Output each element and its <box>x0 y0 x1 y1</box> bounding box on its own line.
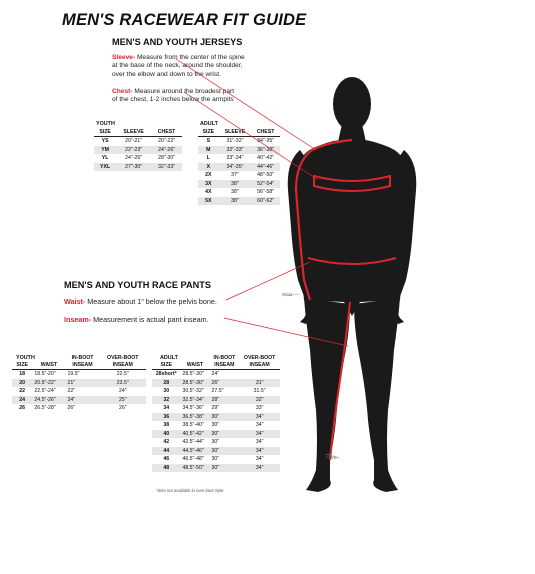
adult-pants-label: ADULT <box>160 355 178 361</box>
youth-jersey-label: YOUTH <box>96 121 115 127</box>
cell: 42 <box>163 439 170 445</box>
cell: 36"-38" <box>251 146 280 155</box>
sleeve-leader-line <box>176 59 316 150</box>
cell: 18.5"-20" <box>34 371 56 377</box>
cell: 22"-23" <box>116 146 151 155</box>
column-header: CHEST <box>251 128 280 137</box>
cell: L <box>206 155 210 161</box>
pants-heading: MEN'S AND YOUTH RACE PANTS <box>64 280 211 290</box>
cell: 34" <box>255 456 264 462</box>
cell: YXL <box>94 163 116 172</box>
cell: 26.5"-28" <box>34 405 56 411</box>
cell: S <box>206 138 211 144</box>
column-group-header: IN-BOOT <box>213 355 236 361</box>
waist-text: Measure about 1" below the pelvis bone. <box>85 297 217 306</box>
column-header: CHEST <box>151 128 182 137</box>
cell: 34" <box>239 430 280 439</box>
cell: 30" <box>210 464 240 473</box>
cell: 34" <box>239 413 280 422</box>
cell: 23.5" <box>100 379 146 388</box>
cell: YS <box>101 138 109 144</box>
cell: 38" <box>219 180 252 189</box>
cell: 21" <box>66 379 100 388</box>
cell: 24" <box>66 396 100 405</box>
cell: 48 <box>152 464 180 473</box>
cell: 26" <box>67 405 76 411</box>
cell: X <box>198 163 219 172</box>
cell: 38" <box>219 197 252 206</box>
cell: 30 <box>163 388 170 394</box>
cell: 4X <box>205 189 212 195</box>
cell: 28" <box>210 396 240 405</box>
cell: 34" <box>255 422 264 428</box>
chest-label: Chest- <box>112 88 133 95</box>
cell: 24"-26" <box>125 155 143 161</box>
cell: 30" <box>211 456 220 462</box>
sleeve-line: Measure from the center of the spine <box>135 54 245 61</box>
cell: 38.5"-40" <box>182 422 204 428</box>
cell: 22" <box>67 388 76 394</box>
cell: 30" <box>211 439 220 445</box>
cell: 19.5" <box>67 371 80 377</box>
waist-label: Waist- <box>64 297 86 306</box>
cell: 40 <box>152 430 180 439</box>
cell: 33"-34" <box>226 155 244 161</box>
sleeve-label: Sleeve- <box>112 54 136 61</box>
cell: 28short* <box>155 371 177 377</box>
inseam-text: Measurement is actual pant inseam. <box>91 315 209 324</box>
cell: 28.5"-30" <box>182 371 204 377</box>
cell: 34"-35" <box>257 138 275 144</box>
size-footnote: *Size not available in over-boot style <box>156 488 224 493</box>
cell: 30" <box>210 413 240 422</box>
cell: 32 <box>152 396 180 405</box>
cell: 44"-46" <box>251 163 280 172</box>
cell: 22 <box>19 388 26 394</box>
cell: 52"-54" <box>251 180 280 189</box>
youth-pants-label: YOUTH <box>16 355 35 361</box>
cell: M <box>198 146 219 155</box>
cell: 32.5"-34" <box>180 396 209 405</box>
chest-line: of the chest, 1-2 inches below the armpits <box>112 96 234 104</box>
cell: 30.5"-32" <box>182 388 204 394</box>
adult-jersey-label: ADULT <box>200 121 218 127</box>
cell: 34" <box>255 439 264 445</box>
inseam-label: Inseam- <box>64 315 92 324</box>
cell: 20"-22" <box>158 138 176 144</box>
page-title: MEN'S RACEWEAR FIT GUIDE <box>62 11 307 29</box>
cell: 27.5" <box>211 388 224 394</box>
cell: 28"-30" <box>158 155 176 161</box>
cell: 40.5"-42" <box>180 430 209 439</box>
column-group-header: OVER-BOOT <box>243 355 276 361</box>
cell: 48.5"-50" <box>180 464 209 473</box>
column-header: SIZE <box>198 128 219 137</box>
cell: 26" <box>210 379 240 388</box>
cell: 24 <box>12 396 32 405</box>
cell: YM <box>94 146 116 155</box>
cell: 30" <box>210 430 240 439</box>
cell: 40"-42" <box>257 155 275 161</box>
cell: 31.5" <box>253 388 266 394</box>
cell: 32" <box>239 396 280 405</box>
column-header: WAIST <box>180 361 209 370</box>
column-header: WAIST <box>32 361 65 370</box>
cell: 38" <box>231 189 239 195</box>
cell: 26 <box>19 405 26 411</box>
cell: 33" <box>255 405 264 411</box>
cell: 3X <box>198 180 219 189</box>
cell: 29" <box>211 405 220 411</box>
column-group-header: OVER-BOOT <box>107 355 139 361</box>
cell: 20 <box>12 379 32 388</box>
column-header: INSEAM <box>100 361 146 370</box>
cell: 37" <box>231 172 239 178</box>
cell: 30" <box>211 422 220 428</box>
cell: 20.5"-22" <box>32 379 65 388</box>
cell: 34.5"-36" <box>182 405 204 411</box>
chest-line: Measure around the broadest part <box>132 88 235 95</box>
ankle-label: Ankle <box>326 455 337 460</box>
cell: 44 <box>152 447 180 456</box>
cell: 38 <box>163 422 170 428</box>
cell: 44.5"-46" <box>180 447 209 456</box>
cell: 60"-62" <box>251 197 280 206</box>
cell: YL <box>101 155 109 161</box>
cell: 24" <box>211 371 220 377</box>
cell: 24"-26" <box>151 146 182 155</box>
cell: 34" <box>239 464 280 473</box>
cell: 28.5"-30" <box>180 379 209 388</box>
column-header: SIZE <box>94 128 116 137</box>
column-header: INSEAM <box>66 361 100 370</box>
body-silhouette <box>288 77 417 492</box>
cell: 36 <box>152 413 180 422</box>
column-header: SIZE <box>12 361 32 370</box>
cell: 48"-50" <box>257 172 275 178</box>
column-header: SIZE <box>152 361 180 370</box>
cell: 31" <box>239 379 280 388</box>
cell: 22.5"-24" <box>34 388 56 394</box>
column-header: INSEAM <box>210 361 240 370</box>
cell: 34"-35" <box>219 163 252 172</box>
sleeve-line: at the base of the neck, around the shoulder, <box>112 62 243 70</box>
column-header: SLEEVE <box>219 128 252 137</box>
cell: 32"-33" <box>219 146 252 155</box>
cell: 31"-32" <box>226 138 244 144</box>
column-header: SLEEVE <box>116 128 151 137</box>
cell: 46 <box>163 456 170 462</box>
cell: 32"-33" <box>151 163 182 172</box>
cell: 34 <box>163 405 170 411</box>
cell: 22.5" <box>116 371 129 377</box>
cell: 5X <box>198 197 219 206</box>
cell: 42.5"-44" <box>182 439 204 445</box>
sleeve-line: over the elbow and down to the wrist. <box>112 70 221 78</box>
cell: 34" <box>239 447 280 456</box>
cell: 25" <box>100 396 146 405</box>
cell: 30" <box>210 447 240 456</box>
cell: 36.5"-38" <box>180 413 209 422</box>
cell: 28 <box>152 379 180 388</box>
cell: 27"-30" <box>116 163 151 172</box>
cell: 46.5"-48" <box>182 456 204 462</box>
cell: 26" <box>118 405 127 411</box>
wrist-label: Wrist <box>282 292 292 297</box>
cell: 20"-21" <box>125 138 143 144</box>
jerseys-heading: MEN'S AND YOUTH JERSEYS <box>112 37 243 47</box>
cell: 24.5"-26" <box>32 396 65 405</box>
chest-leader-line <box>184 92 318 180</box>
cell: 24" <box>118 388 127 394</box>
column-group-header: IN-BOOT <box>71 355 94 361</box>
cell: 56"-58" <box>257 189 275 195</box>
column-header: INSEAM <box>239 361 280 370</box>
cell: 18 <box>19 371 26 377</box>
cell: 2X <box>205 172 212 178</box>
